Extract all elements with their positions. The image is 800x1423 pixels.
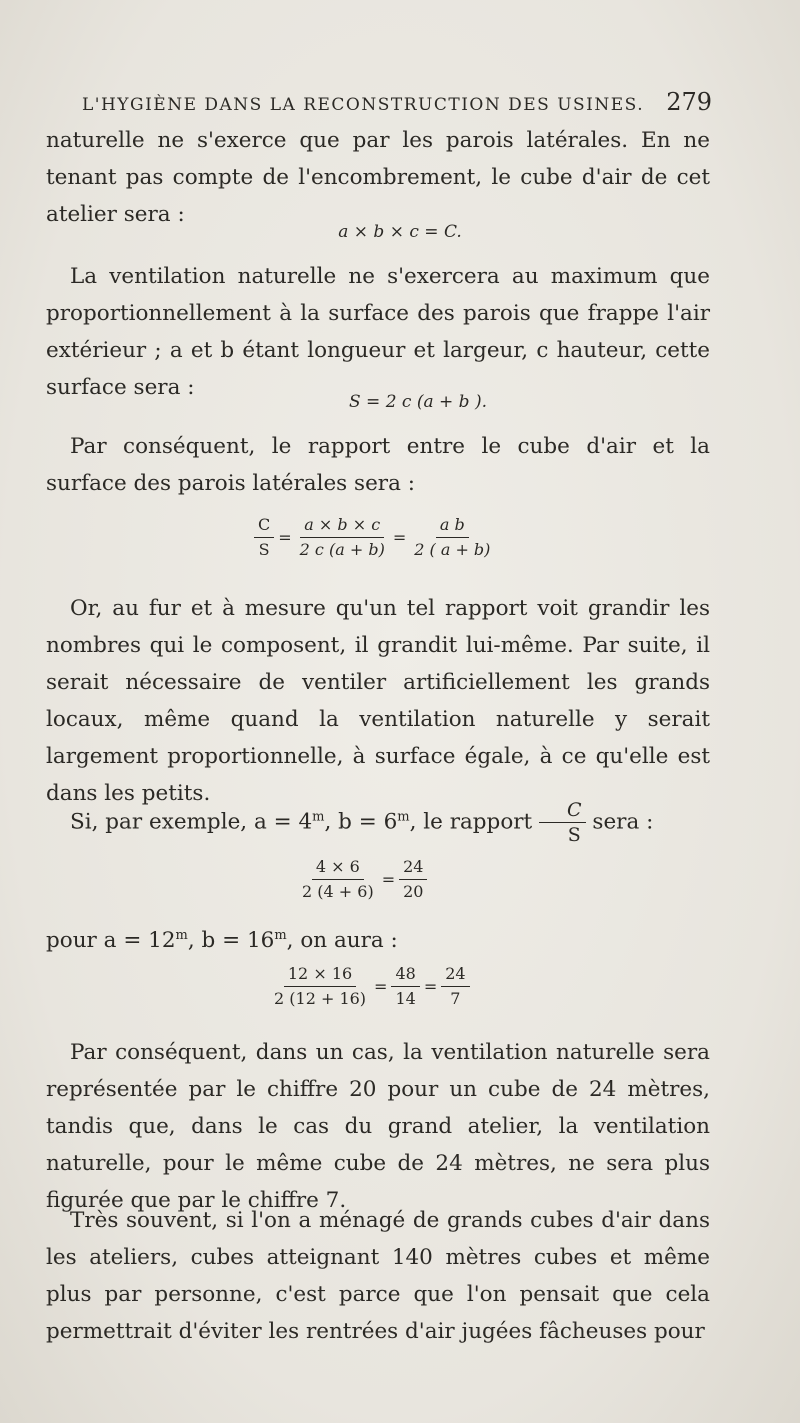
paragraph-2-text: La ventilation naturelle ne s'exercera au maximum que proportionnellement à la surface des parois que frappe l'air extérieur ; a et b étant longueur et largeur, c hauteur, cette surface sera :: [46, 264, 710, 400]
running-title: L'HYGIÈNE DANS LA RECONSTRUCTION DES USINES.: [82, 95, 645, 115]
paragraph-4-text: Or, au fur et à mesure qu'un tel rapport voit grandir les nombres qui le composent, il grandit lui-même. Par suite, il serait nécessaire de ventiler artificiellement les grands locaux, même quand la ventilation naturelle y serait largement proportionnelle, à surface égale, à ce qu'elle est dans les petits.: [46, 596, 710, 806]
paragraph-8: [46, 1202, 710, 1350]
example1-fraction-b: $\frac{24}{20}$: [399, 857, 427, 902]
ratio-fraction-ab: $\frac{\text{a b}}{2 ( a + b)}$: [414, 515, 491, 559]
paragraph-6-text: pour $a = 12^m$, $b = 16^m$, on aura :: [46, 927, 398, 953]
ratio-fraction-cs: $\frac{C}{S}$: [254, 515, 274, 560]
paragraph-7-text: Par conséquent, dans un cas, la ventilation naturelle sera représentée par le chiffre 20 pour un cube de 24 mètres, tandis que, dans le cas du grand atelier, la ventilation naturelle, pour le même cube de 24 mètres, ne sera plus figurée que par le chiffre 7.: [46, 1040, 710, 1213]
paragraph-3-text: Par conséquent, le rapport entre le cube d'air et la surface des parois latérales sera :: [46, 434, 710, 496]
paragraph-1-text: naturelle ne s'exerce que par les parois latérales. En ne tenant pas compte de l'encombrement, le cube d'air de cet atelier sera :: [46, 128, 710, 227]
formula-ratio: $\frac{C}{S}$ = $\frac{a \times b \times c}{2 c (a + b)}$ = $\frac{\text{a b}}{2 ( a + b)}$: [254, 515, 494, 560]
example1-fraction-a: $\frac{4 \times 6}{2 (4 + 6)}$: [302, 857, 374, 901]
example2-fraction-a: $\frac{12 \times 16}{2 (12 + 16)}$: [274, 964, 367, 1008]
paragraph-3: [46, 428, 710, 502]
paragraph-7: [46, 1034, 710, 1219]
paragraph-6: [46, 922, 710, 959]
paragraph-4: [46, 590, 710, 812]
ratio-fraction-inline: $\frac{C}{S}$: [539, 800, 586, 845]
formula-surface: S = 2 c (a + b ).: [349, 392, 487, 412]
running-header: [82, 88, 712, 116]
ratio-fraction-abc: $\frac{a \times b \times c}{2 c (a + b)}$: [299, 515, 385, 559]
paragraph-2: [46, 258, 710, 406]
paragraph-5: [46, 800, 710, 845]
page-number: 279: [666, 88, 712, 116]
formula-example-1: $\frac{4 \times 6}{2 (4 + 6)}$ = $\frac{24}{20}$: [298, 857, 427, 902]
formula-example-2: $\frac{12 \times 16}{2 (12 + 16)}$ = $\frac{48}{14}$ = $\frac{24}{7}$: [270, 964, 470, 1009]
paragraph-1: [46, 122, 710, 233]
example2-fraction-b: $\frac{48}{14}$: [391, 964, 419, 1009]
formula-cube: a × b × c = C.: [338, 222, 462, 242]
paragraph-8-text: Très souvent, si l'on a ménagé de grands cubes d'air dans les ateliers, cubes atteignant 140 mètres cubes et même plus par personne, c'est parce que l'on pensait que cela permettrait d'éviter les rentrées d'air jugées fâcheuses pour: [46, 1208, 710, 1344]
paragraph-5-text: Si, par exemple, $a = 4^m$, $b = 6^m$, le rapport $\frac{C}{S}$ sera :: [70, 799, 654, 846]
example2-fraction-c: $\frac{24}{7}$: [441, 964, 469, 1009]
